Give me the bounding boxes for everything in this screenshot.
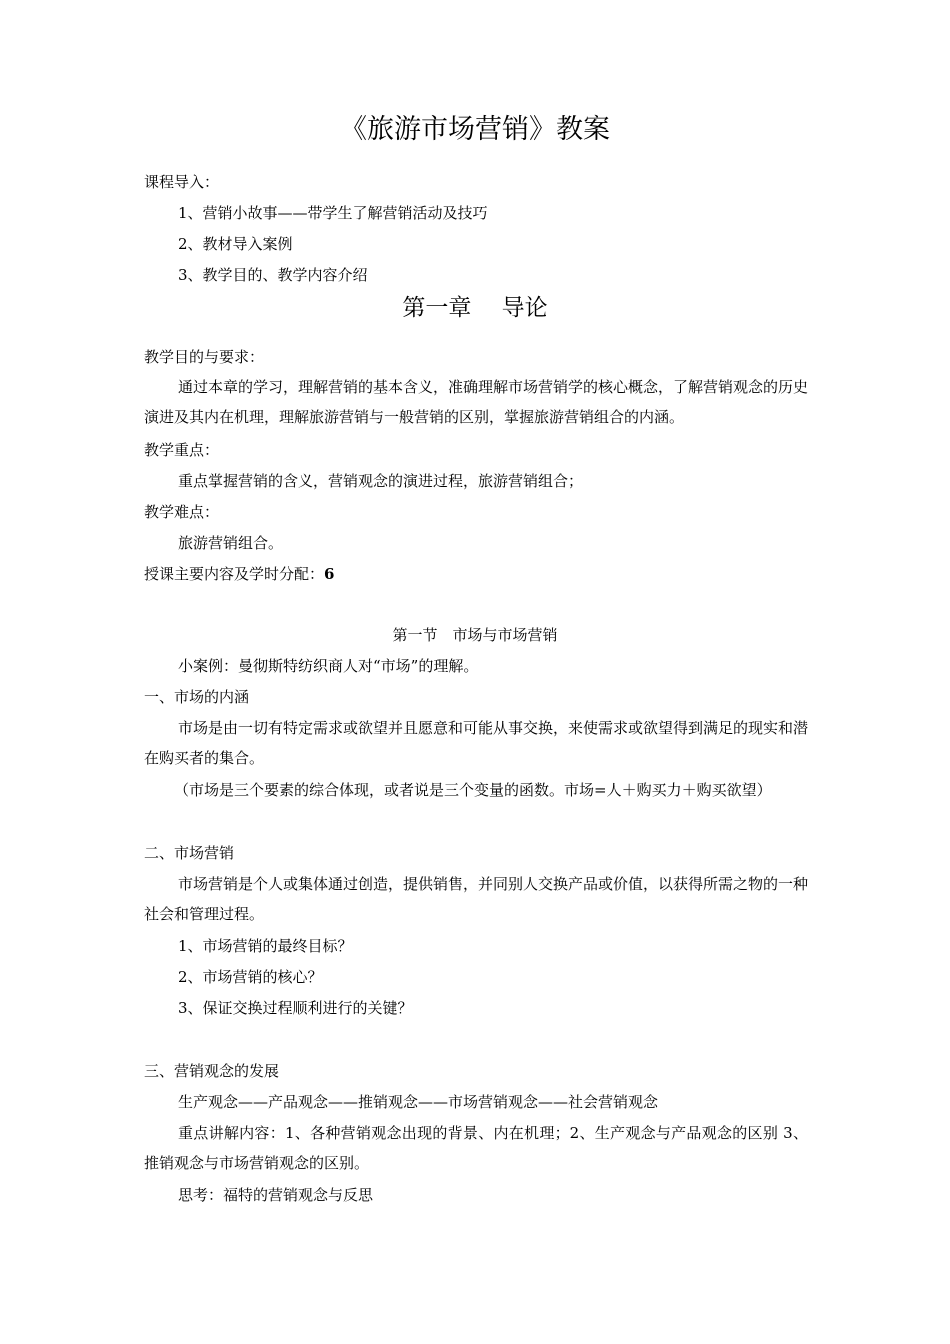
section-title: 第一节 市场与市场营销 — [392, 626, 558, 644]
part1-paragraph: 市场是由一切有特定需求或欲望并且愿意和可能从事交换，来使需求或欲望得到满足的现实和潜在购买者的集合。 — [144, 719, 809, 767]
difficulties-heading: 教学难点： — [144, 503, 220, 521]
intro-item: 1、营销小故事——带学生了解营销活动及技巧 — [178, 204, 488, 222]
intro-heading: 课程导入： — [144, 173, 220, 191]
concept-chain: 生产观念——产品观念——推销观念——市场营销观念——社会营销观念 — [178, 1093, 659, 1111]
question-item: 1、市场营销的最终目标？ — [178, 937, 353, 955]
part1-heading: 一、市场的内涵 — [144, 688, 250, 706]
hours-value: 6 — [324, 565, 335, 583]
objectives-text: 通过本章的学习，理解营销的基本含义，准确理解市场营销学的核心概念，了解营销观念的历史演进及其内在机理，理解旅游营销与一般营销的区别，掌握旅游营销组合的内涵。 — [144, 378, 809, 426]
part2-paragraph: 市场营销是个人或集体通过创造，提供销售，并同别人交换产品或价值，以获得所需之物的一种社会和管理过程。 — [144, 875, 809, 923]
question-item: 3、保证交换过程顺利进行的关键？ — [178, 999, 413, 1017]
document-title: 《旅游市场营销》教案 — [340, 114, 610, 145]
hours-allocation — [144, 564, 334, 584]
chapter-title: 第一章 导论 — [402, 295, 548, 321]
hours-label: 授课主要内容及学时分配： — [144, 565, 325, 583]
objectives-heading: 教学目的与要求： — [144, 348, 265, 366]
part2-heading: 二、市场营销 — [144, 844, 235, 862]
part3-heading: 三、营销观念的发展 — [144, 1062, 280, 1080]
difficulties-text: 旅游营销组合。 — [178, 534, 284, 552]
part3-paragraph: 重点讲解内容：1、各种营销观念出现的背景、内在机理；2、生产观念与产品观念的区别 3、推销观念与市场营销观念的区别。 — [144, 1124, 808, 1172]
think-text: 思考：福特的营销观念与反思 — [178, 1186, 374, 1204]
intro-item: 3、教学目的、教学内容介绍 — [178, 266, 368, 284]
intro-item: 2、教材导入案例 — [178, 235, 293, 253]
part1-note: （市场是三个要素的综合体现，或者说是三个变量的函数。市场=人＋购买力＋购买欲望） — [174, 781, 772, 799]
key-points-heading: 教学重点： — [144, 441, 220, 459]
key-points-text: 重点掌握营销的含义，营销观念的演进过程，旅游营销组合； — [178, 472, 584, 490]
case-text: 小案例：曼彻斯特纺织商人对“市场”的理解。 — [178, 657, 479, 675]
question-item: 2、市场营销的核心？ — [178, 968, 323, 986]
